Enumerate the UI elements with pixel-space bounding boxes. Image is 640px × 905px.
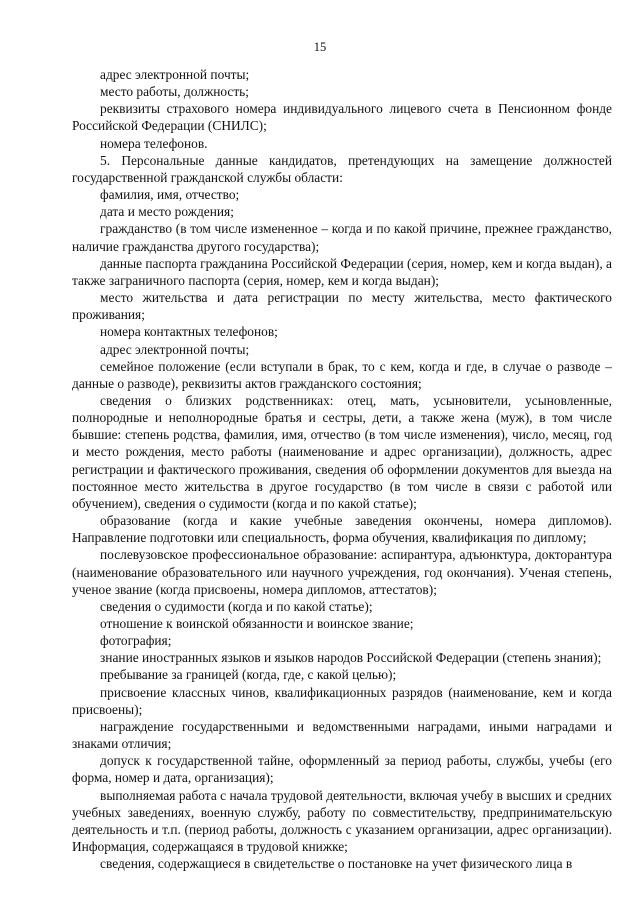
paragraph: выполняемая работа с начала трудовой деятельности, включая учебу в высших и средних учебных заведениях, военную службу, работу по совместительству, предпринимательскую деятельность и т.п. (период работы, должность с указанием организации, адрес организации). Информация, содержащаяся в трудовой книжке; <box>72 787 612 855</box>
paragraph: отношение к воинской обязанности и воинское звание; <box>100 616 414 631</box>
paragraph: адрес электронной почты; <box>100 341 250 357</box>
paragraph: сведения, содержащиеся в свидетельстве о постановке на учет физического лица в <box>100 856 573 872</box>
page-number: 15 <box>313 40 327 54</box>
paragraph: пребывание за границей (когда, где, с какой целью); <box>100 667 397 683</box>
paragraph: номера контактных телефонов; <box>100 324 278 340</box>
paragraph: образование (когда и какие учебные заведения окончены, номера дипломов). Направление подготовки или специальность, форма обучения, квалификация по диплому; <box>72 513 612 546</box>
paragraph: адрес электронной почты; <box>100 67 250 82</box>
paragraph: место работы, должность; <box>100 84 250 100</box>
paragraph: сведения о судимости (когда и по какой статье); <box>100 598 373 614</box>
paragraph: награждение государственными и ведомственными наградами, иными наградами и знаками отличия; <box>72 718 612 752</box>
paragraph: 5. Персональные данные кандидатов, претендующих на замещение должностей государственной гражданской службы области: <box>72 152 612 185</box>
paragraph: фотография; <box>100 633 172 649</box>
paragraph: реквизиты страхового номера индивидуального лицевого счета в Пенсионном фонде Российской Федерации (СНИЛС); <box>72 101 612 134</box>
paragraph: гражданство (в том числе измененное – когда и по какой причине, прежнее гражданство, наличие гражданства другого государства); <box>72 221 612 254</box>
paragraph: присвоение классных чинов, квалификационных разрядов (наименование, кем и когда присвоены); <box>72 684 612 717</box>
paragraph: послевузовское профессиональное образование: аспирантура, адъюнктура, докторантура (наименование образовательного или научного учреждения, год окончания). Ученая степень, ученое звание (когда присвоены, номера дипломов, аттестатов); <box>72 547 612 597</box>
paragraph: сведения о близких родственниках: отец, мать, усыновители, усыновленные, полнородные и неполнородные братья и сестры, дети, а также жена (муж), в том числе бывшие: степень родства, фамилия, имя, отчество (в том числе изменения), число, месяц, год и место рождения, место работы (наименование и адрес организации), должность, адрес регистрации и фактического проживания, сведения об оформлении документов для выезда на постоянное место жительства в другое государство (в том числе в связи с работой или обучением), сведения о судимости (когда и по какой статье); <box>72 392 612 511</box>
paragraph: данные паспорта гражданина Российской Федерации (серия, номер, кем и когда выдан), а также заграничного паспорта (серия, номер, кем и когда выдан); <box>72 255 612 288</box>
paragraph: место жительства и дата регистрации по месту жительства, место фактического проживания; <box>72 290 612 323</box>
paragraph: дата и место рождения; <box>100 204 234 220</box>
paragraph: фамилия, имя, отчество; <box>100 187 240 203</box>
paragraph: допуск к государственной тайне, оформленный за период работы, службы, учебы (его форма, номер и дата, организация); <box>72 753 612 786</box>
paragraph: семейное положение (если вступали в брак, то с кем, когда и где, в случае о разводе – данные о разводе), реквизиты актов гражданского состояния; <box>72 358 612 391</box>
document-body <box>72 66 612 872</box>
paragraph: знание иностранных языков и языков народов Российской Федерации (степень знания); <box>100 650 602 666</box>
paragraph: номера телефонов. <box>100 135 208 151</box>
